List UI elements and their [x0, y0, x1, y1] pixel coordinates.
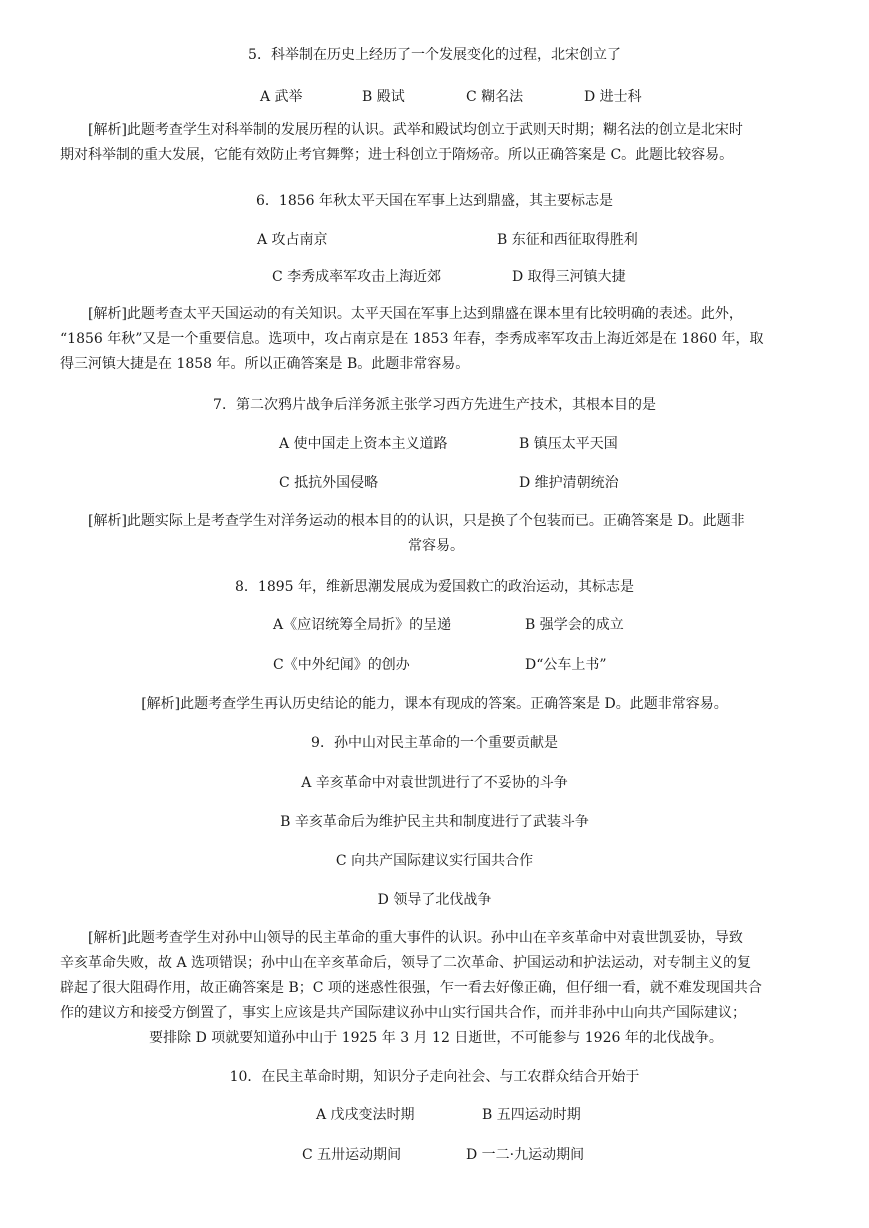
q7-option-c: C 抵抗外国侵略: [279, 475, 379, 491]
question-7-options-row2: [0, 472, 869, 492]
q5-option-a: A 武举: [260, 89, 303, 105]
question-7-options-row1: [0, 433, 869, 453]
q8-option-d: D“公车上书”: [525, 657, 607, 673]
q7-option-b: B 镇压太平天国: [519, 436, 618, 452]
q9-analysis-line: [解析]此题考查学生对孙中山领导的民主革命的重大事件的认识。孙中山在辛亥革命中对袁世凯妥协，导致: [88, 930, 743, 946]
q10-option-d: D 一二·九运动期间: [466, 1147, 585, 1163]
q6-analysis-line: 得三河镇大捷是在 1858 年。所以正确答案是 B。此题非常容易。: [60, 356, 470, 372]
question-6-options-row1: [0, 229, 869, 249]
q10-option-a: A 戊戌变法时期: [316, 1107, 415, 1123]
question-10-options-row2: [0, 1144, 869, 1164]
question-6-stem: 6．1856 年秋太平天国在军事上达到鼎盛，其主要标志是: [256, 193, 613, 209]
question-8-analysis: [解析]此题考查学生再认历史结论的能力，课本有现成的答案。正确答案是 D。此题非常容易。: [141, 696, 728, 712]
q9-option-d: D 领导了北伐战争: [377, 892, 492, 908]
q9-option-b: B 辛亥革命后为维护民主共和制度进行了武装斗争: [280, 814, 589, 830]
q5-option-d: D 进士科: [584, 89, 642, 105]
q6-option-b: B 东征和西征取得胜利: [497, 232, 638, 248]
q9-analysis-line: 要排除 D 项就要知道孙中山于 1925 年 3 月 12 日逝世，不可能参与 1926 年的北伐战争。: [149, 1030, 723, 1046]
q9-analysis-line: 作的建议方和接受方倒置了，事实上应该是共产国际建议孙中山实行国共合作，而并非孙中山向共产国际建议；: [60, 1005, 746, 1021]
q6-analysis-line: “1856 年秋”又是一个重要信息。选项中，攻占南京是在 1853 年春，李秀成率军攻击上海近郊是在 1860 年，取: [60, 331, 764, 347]
question-5-analysis: [60, 118, 812, 168]
q9-option-a: A 辛亥革命中对袁世凯进行了不妥协的斗争: [301, 775, 568, 791]
q8-option-a: A《应诏统筹全局折》的呈递: [273, 617, 452, 633]
question-9-stem: 9．孙中山对民主革命的一个重要贡献是: [311, 735, 558, 751]
q7-option-d: D 维护清朝统治: [519, 475, 619, 491]
question-10-options-row1: [0, 1104, 869, 1124]
question-5-stem: 5．科举制在历史上经历了一个发展变化的过程，北宋创立了: [248, 47, 621, 63]
q7-analysis-line: [解析]此题实际上是考查学生对洋务运动的根本目的的认识，只是换了个包装而已。正确答案是 D。此题非: [88, 513, 745, 529]
q7-option-a: A 使中国走上资本主义道路: [279, 436, 448, 452]
q9-option-c: C 向共产国际建议实行国共合作: [335, 853, 534, 869]
question-10-stem: 10．在民主革命时期，知识分子走向社会、与工农群众结合开始于: [229, 1069, 640, 1085]
q5-analysis-line: 期对科举制的重大发展，它能有效防止考官舞弊；进士科创立于隋炀帝。所以正确答案是 C。此题比较容易。: [60, 147, 734, 163]
question-9-analysis: [60, 926, 812, 1051]
q10-option-c: C 五卅运动期间: [302, 1147, 402, 1163]
question-5-options: [0, 86, 869, 106]
q6-option-c: C 李秀成率军攻击上海近郊: [272, 269, 442, 285]
question-6-analysis: [60, 302, 812, 377]
question-6-options-row2: [0, 266, 869, 286]
q9-analysis-line: 辟起了很大阻碍作用，故正确答案是 B；C 项的迷惑性很强，乍一看去好像正确，但仔细一看，就不难发现国共合: [60, 980, 762, 996]
q5-option-c: C 糊名法: [466, 89, 524, 105]
question-8-options-row1: [0, 614, 869, 634]
q7-analysis-line: 常容易。: [408, 538, 464, 554]
q8-option-c: C《中外纪闻》的创办: [273, 657, 410, 673]
q5-analysis-line: [解析]此题考查学生对科举制的发展历程的认识。武举和殿试均创立于武则天时期；糊名法的创立是北宋时: [88, 122, 743, 138]
q10-option-b: B 五四运动时期: [482, 1107, 581, 1123]
question-8-stem: 8．1895 年，维新思潮发展成为爱国救亡的政治运动，其标志是: [235, 579, 634, 595]
question-7-analysis: [60, 509, 812, 559]
q6-option-d: D 取得三河镇大捷: [512, 269, 626, 285]
question-7-stem: 7．第二次鸦片战争后洋务派主张学习西方先进生产技术，其根本目的是: [213, 397, 656, 413]
question-8-options-row2: [0, 654, 869, 674]
q8-option-b: B 强学会的成立: [525, 617, 624, 633]
q6-analysis-line: [解析]此题考查太平天国运动的有关知识。太平天国在军事上达到鼎盛在课本里有比较明确的表述。此外，: [88, 306, 743, 322]
q5-option-b: B 殿试: [362, 89, 405, 105]
q6-option-a: A 攻占南京: [257, 232, 328, 248]
q9-analysis-line: 辛亥革命失败，故 A 选项错误；孙中山在辛亥革命后，领导了二次革命、护国运动和护法运动，对专制主义的复: [60, 955, 752, 971]
